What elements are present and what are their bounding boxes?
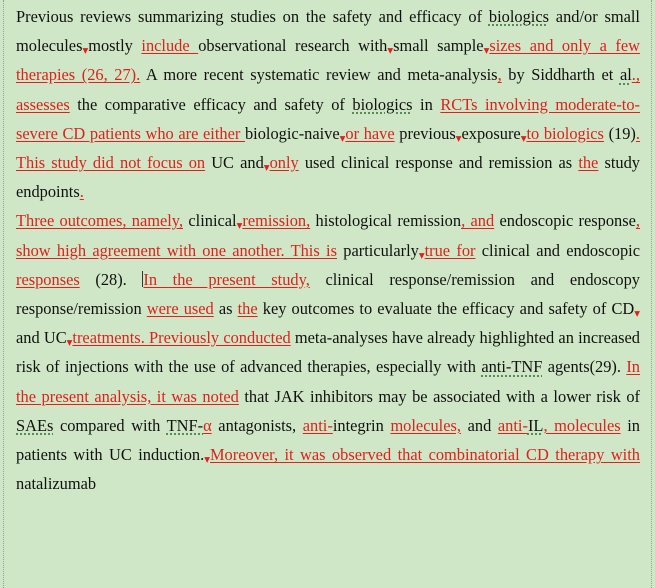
- body-text: clinical response/remission and endoscopy response/remission: [16, 269, 640, 319]
- paragraph[interactable]: [16, 2, 640, 206]
- body-text: compared with: [53, 415, 167, 435]
- body-text: exposure: [461, 123, 521, 143]
- tracked-insertion[interactable]: only: [269, 153, 299, 173]
- edit-marker: ▾: [455, 132, 462, 145]
- document-body[interactable]: [16, 0, 640, 498]
- body-text: and UC: [16, 328, 67, 348]
- edit-marker: ▾: [263, 161, 270, 174]
- edit-marker: ▾: [483, 45, 490, 58]
- body-text: and/or small molecules: [16, 7, 640, 56]
- tracked-insertion[interactable]: treatments. Previously conducted: [72, 328, 291, 348]
- body-text: used clinical response and remission as: [298, 153, 579, 173]
- tracked-insertion[interactable]: RCTs involving moderate-to-severe CD patients who are either: [16, 94, 640, 143]
- body-text: mostly: [88, 36, 142, 56]
- body-text: by Siddharth et: [501, 65, 620, 85]
- body-text: as: [213, 299, 238, 319]
- body-text: in patients with UC induction.: [16, 415, 640, 465]
- tracked-insertion[interactable]: , show high agreement with one another. This is: [16, 211, 640, 260]
- edit-marker: ▾: [66, 337, 73, 350]
- flagged-word: biologics: [488, 7, 549, 26]
- body-text: the comparative efficacy and safety of: [69, 94, 353, 114]
- tracked-insertion[interactable]: α: [203, 415, 212, 435]
- body-text: small sample: [393, 36, 484, 56]
- tracked-insertion[interactable]: true for: [424, 240, 476, 260]
- flagged-word: biologics: [352, 94, 413, 114]
- body-text: study endpoints: [16, 153, 640, 202]
- tracked-insertion[interactable]: , molecules: [543, 415, 621, 435]
- edit-marker: ▾: [204, 453, 210, 466]
- flagged-word: anti-TNF: [481, 357, 543, 377]
- tracked-insertion[interactable]: .: [79, 182, 84, 202]
- edit-marker: ▾: [339, 132, 346, 145]
- body-text: particularly: [336, 240, 419, 260]
- tracked-insertion[interactable]: ., assesses: [16, 65, 640, 114]
- tracked-insertion[interactable]: Moreover, it was observed that combinatorial CD therapy with: [209, 445, 640, 465]
- edit-marker: ▾: [418, 249, 425, 262]
- body-text: clinical and endoscopic: [475, 240, 640, 260]
- tracked-insertion[interactable]: include: [141, 36, 199, 56]
- tracked-insertion[interactable]: the: [237, 299, 258, 319]
- paragraph[interactable]: [16, 206, 640, 498]
- body-text: biologic-naive: [244, 123, 340, 143]
- tracked-insertion[interactable]: or have: [345, 123, 395, 143]
- tracked-insertion[interactable]: the: [578, 153, 599, 173]
- edit-marker: ▾: [387, 45, 394, 58]
- left-margin-guide: [3, 0, 4, 588]
- tracked-insertion[interactable]: remission,: [242, 211, 311, 231]
- tracked-insertion[interactable]: anti-: [302, 415, 333, 435]
- tracked-insertion[interactable]: Three outcomes, namely,: [16, 211, 184, 231]
- tracked-insertion[interactable]: anti-: [497, 415, 528, 435]
- body-text: and: [461, 415, 498, 435]
- flagged-word: TNF-: [166, 415, 204, 435]
- body-text: observational research with: [198, 36, 388, 56]
- flagged-word: al: [619, 65, 632, 85]
- body-text: Previous reviews summarizing studies on the safety and efficacy of: [16, 7, 489, 26]
- tracked-insertion[interactable]: In the present analysis, it was noted: [16, 357, 640, 406]
- edit-marker: ▾: [82, 45, 89, 58]
- tracked-insertion[interactable]: . This study did not focus on: [16, 123, 640, 173]
- body-text: that JAK inhibitors may be associated with a lower risk of: [238, 386, 641, 406]
- body-text: previous: [394, 123, 456, 143]
- tracked-insertion[interactable]: ,: [497, 65, 502, 85]
- body-text: endoscopic response: [494, 211, 636, 231]
- edit-marker: ▾: [634, 307, 640, 320]
- right-margin-guide: [651, 0, 652, 588]
- body-text: A more recent systematic review and meta-analysis: [140, 65, 498, 85]
- tracked-insertion[interactable]: molecules,: [390, 415, 461, 435]
- body-text: antagonists,: [211, 415, 303, 435]
- body-text: UC and: [205, 153, 264, 173]
- edit-marker: ▾: [520, 132, 527, 145]
- tracked-insertion[interactable]: were used: [146, 299, 214, 319]
- tracked-insertion[interactable]: to biologics: [526, 123, 604, 143]
- edit-marker: ▾: [236, 220, 243, 233]
- body-text: key outcomes to evaluate the efficacy and safety of CD: [257, 299, 635, 319]
- body-text: meta-analyses have already highlighted an increased risk of injections with the use of advanced therapies, especially with: [16, 328, 640, 377]
- body-text: natalizumab: [16, 474, 97, 494]
- body-text: (28).: [79, 269, 143, 289]
- body-text: in: [412, 94, 441, 114]
- flagged-word: SAEs: [16, 415, 54, 435]
- tracked-insertion[interactable]: responses: [16, 269, 80, 289]
- tracked-insertion[interactable]: , and: [461, 211, 495, 231]
- body-text: histological remission: [310, 211, 462, 231]
- body-text: agents(29).: [542, 357, 627, 377]
- body-text: integrin: [332, 415, 391, 435]
- tracked-insertion[interactable]: In the present study,: [143, 269, 310, 289]
- tracked-insertion[interactable]: sizes and only a few therapies (26, 27).: [16, 36, 641, 85]
- body-text: (19): [603, 123, 636, 143]
- body-text: clinical: [183, 211, 237, 231]
- flagged-word: IL: [527, 415, 544, 435]
